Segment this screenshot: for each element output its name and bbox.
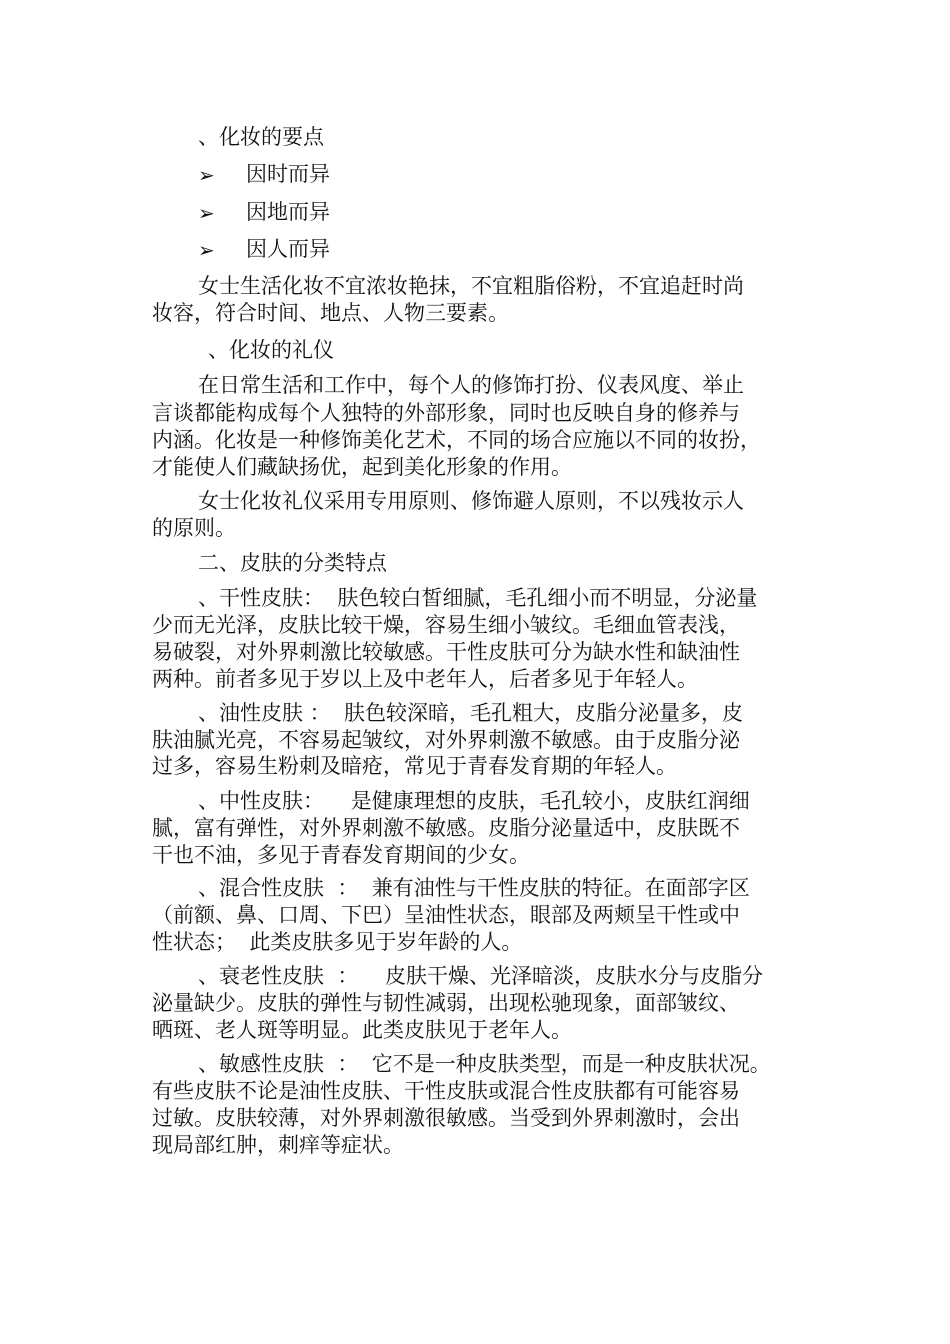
paragraph-line: 才能使人们藏缺扬优，起到美化形象的作用。 xyxy=(152,455,572,479)
bullet-arrow-icon: ➢ xyxy=(198,163,215,187)
bullet-item: 因人而异 xyxy=(246,237,330,261)
paragraph-line: 、中性皮肤： 是健康理想的皮肤，毛孔较小，皮肤红润细 xyxy=(198,789,750,813)
paragraph-line: 过敏。皮肤较薄，对外界刺激很敏感。当受到外界刺激时，会出 xyxy=(152,1106,740,1130)
bullet-item: 因时而异 xyxy=(246,162,330,186)
paragraph-line: 腻，富有弹性，对外界刺激不敏感。皮脂分泌量适中，皮肤既不 xyxy=(152,816,740,840)
paragraph-line: 女士化妆礼仪采用专用原则、修饰避人原则，不以残妆示人 xyxy=(198,489,744,513)
bullet-arrow-icon: ➢ xyxy=(198,238,215,262)
paragraph-line: 、干性皮肤： 肤色较白皙细腻，毛孔细小而不明显，分泌量 xyxy=(198,586,758,610)
paragraph-line: 现局部红肿，刺痒等症状。 xyxy=(152,1133,404,1157)
paragraph-line: 女士生活化妆不宜浓妆艳抹，不宜粗脂俗粉，不宜追赶时尚 xyxy=(198,274,744,298)
paragraph-line: 性状态； 此类皮肤多见于岁年龄的人。 xyxy=(152,930,523,954)
paragraph-line: 的原则。 xyxy=(152,516,236,540)
paragraph-line: 肤油腻光亮，不容易起皱纹，对外界刺激不敏感。由于皮脂分泌 xyxy=(152,728,740,752)
paragraph-line: 言谈都能构成每个人独特的外部形象，同时也反映自身的修养与 xyxy=(152,401,740,425)
paragraph-line: 易破裂，对外界刺激比较敏感。干性皮肤可分为缺水性和缺油性 xyxy=(152,640,740,664)
paragraph-line: 在日常生活和工作中，每个人的修饰打扮、仪表风度、举止 xyxy=(198,373,744,397)
paragraph-line: 妆容，符合时间、地点、人物三要素。 xyxy=(152,301,509,325)
heading-makeup-etiquette: 、化妆的礼仪 xyxy=(208,338,334,362)
paragraph-line: 晒斑、老人斑等明显。此类皮肤见于老年人。 xyxy=(152,1018,572,1042)
paragraph-line: 少而无光泽，皮肤比较干燥，容易生细小皱纹。毛细血管表浅， xyxy=(152,613,740,637)
paragraph-line: 泌量缺少。皮肤的弹性与韧性减弱，出现松驰现象，面部皱纹、 xyxy=(152,991,740,1015)
paragraph-line: 两种。前者多见于岁以上及中老年人，后者多见于年轻人。 xyxy=(152,667,698,691)
paragraph-line: 过多，容易生粉刺及暗疮，常见于青春发育期的年轻人。 xyxy=(152,754,677,778)
bullet-item: 因地而异 xyxy=(246,200,330,224)
bullet-arrow-icon: ➢ xyxy=(198,201,215,225)
paragraph-line: 干也不油，多见于青春发育期间的少女。 xyxy=(152,843,530,867)
heading-skin-types: 二、皮肤的分类特点 xyxy=(198,551,387,575)
paragraph-line: 、油性皮肤 ： 肤色较深暗，毛孔粗大，皮脂分泌量多，皮 xyxy=(198,701,744,725)
paragraph-line: 、衰老性皮肤 ： 皮肤干燥、光泽暗淡，皮肤水分与皮脂分 xyxy=(198,964,764,988)
heading-makeup-points: 、化妆的要点 xyxy=(198,125,324,149)
paragraph-line: 、混合性皮肤 ： 兼有油性与干性皮肤的特征。在面部字区 xyxy=(198,876,750,900)
paragraph-line: （前额、鼻、口周、下巴）呈油性状态，眼部及两颊呈干性或中 xyxy=(152,903,740,927)
paragraph-line: 内涵。化妆是一种修饰美化艺术，不同的场合应施以不同的妆扮， xyxy=(152,428,761,452)
paragraph-line: 有些皮肤不论是油性皮肤、干性皮肤或混合性皮肤都有可能容易 xyxy=(152,1079,740,1103)
paragraph-line: 、敏感性皮肤 ： 它不是一种皮肤类型，而是一种皮肤状况。 xyxy=(198,1052,771,1076)
